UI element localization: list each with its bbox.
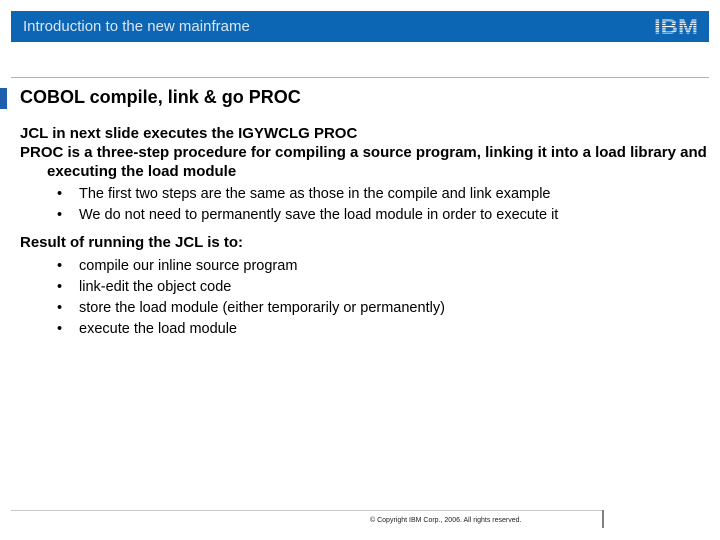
bullet-point: Result of running the JCL is to:	[20, 234, 244, 251]
bullet-dot-icon: •	[57, 321, 63, 337]
copyright-notice: © Copyright IBM Corp., 2006. All rights reserved.	[370, 517, 522, 524]
bullet-dot-icon: •	[57, 279, 63, 295]
sub-bullet-list	[20, 256, 710, 340]
sub-bullet-text: compile our inline source program	[79, 258, 298, 274]
svg-text:IBM: IBM	[654, 17, 698, 35]
course-title: Introduction to the new mainframe	[23, 18, 250, 35]
footer-divider	[11, 510, 603, 511]
sub-bullet	[20, 319, 710, 340]
sub-bullet-text: store the load module (either temporarily or permanently)	[79, 300, 445, 316]
sub-bullet-text: We do not need to permanently save the load module in order to execute it	[79, 207, 559, 223]
bullet-point: PROC is a three-step procedure for compiling a source program, linking it into a load library and executing the load module	[20, 144, 707, 180]
bullet-dot-icon: •	[57, 207, 63, 223]
header-bar	[11, 11, 709, 42]
header-divider	[11, 77, 709, 78]
sub-bullet-list	[20, 184, 710, 226]
slide-body	[20, 124, 710, 340]
sub-bullet-text: execute the load module	[79, 321, 237, 337]
sub-bullet-text: The first two steps are the same as those in the compile and link example	[79, 186, 551, 202]
sub-bullet	[20, 184, 710, 205]
sub-bullet	[20, 205, 710, 226]
sub-bullet-text: link-edit the object code	[79, 279, 232, 295]
footer-tick-mark	[602, 510, 604, 528]
bullet-dot-icon: •	[57, 258, 63, 274]
slide-title: COBOL compile, link & go PROC	[20, 87, 301, 107]
bullet-dot-icon: •	[57, 300, 63, 316]
bullet-point: JCL in next slide executes the IGYWCLG PROC	[20, 125, 358, 142]
ibm-logo-icon	[653, 17, 699, 35]
sub-bullet	[20, 277, 710, 298]
title-accent-bar	[0, 88, 7, 109]
sub-bullet	[20, 298, 710, 319]
sub-bullet	[20, 256, 710, 277]
bullet-dot-icon: •	[57, 186, 63, 202]
